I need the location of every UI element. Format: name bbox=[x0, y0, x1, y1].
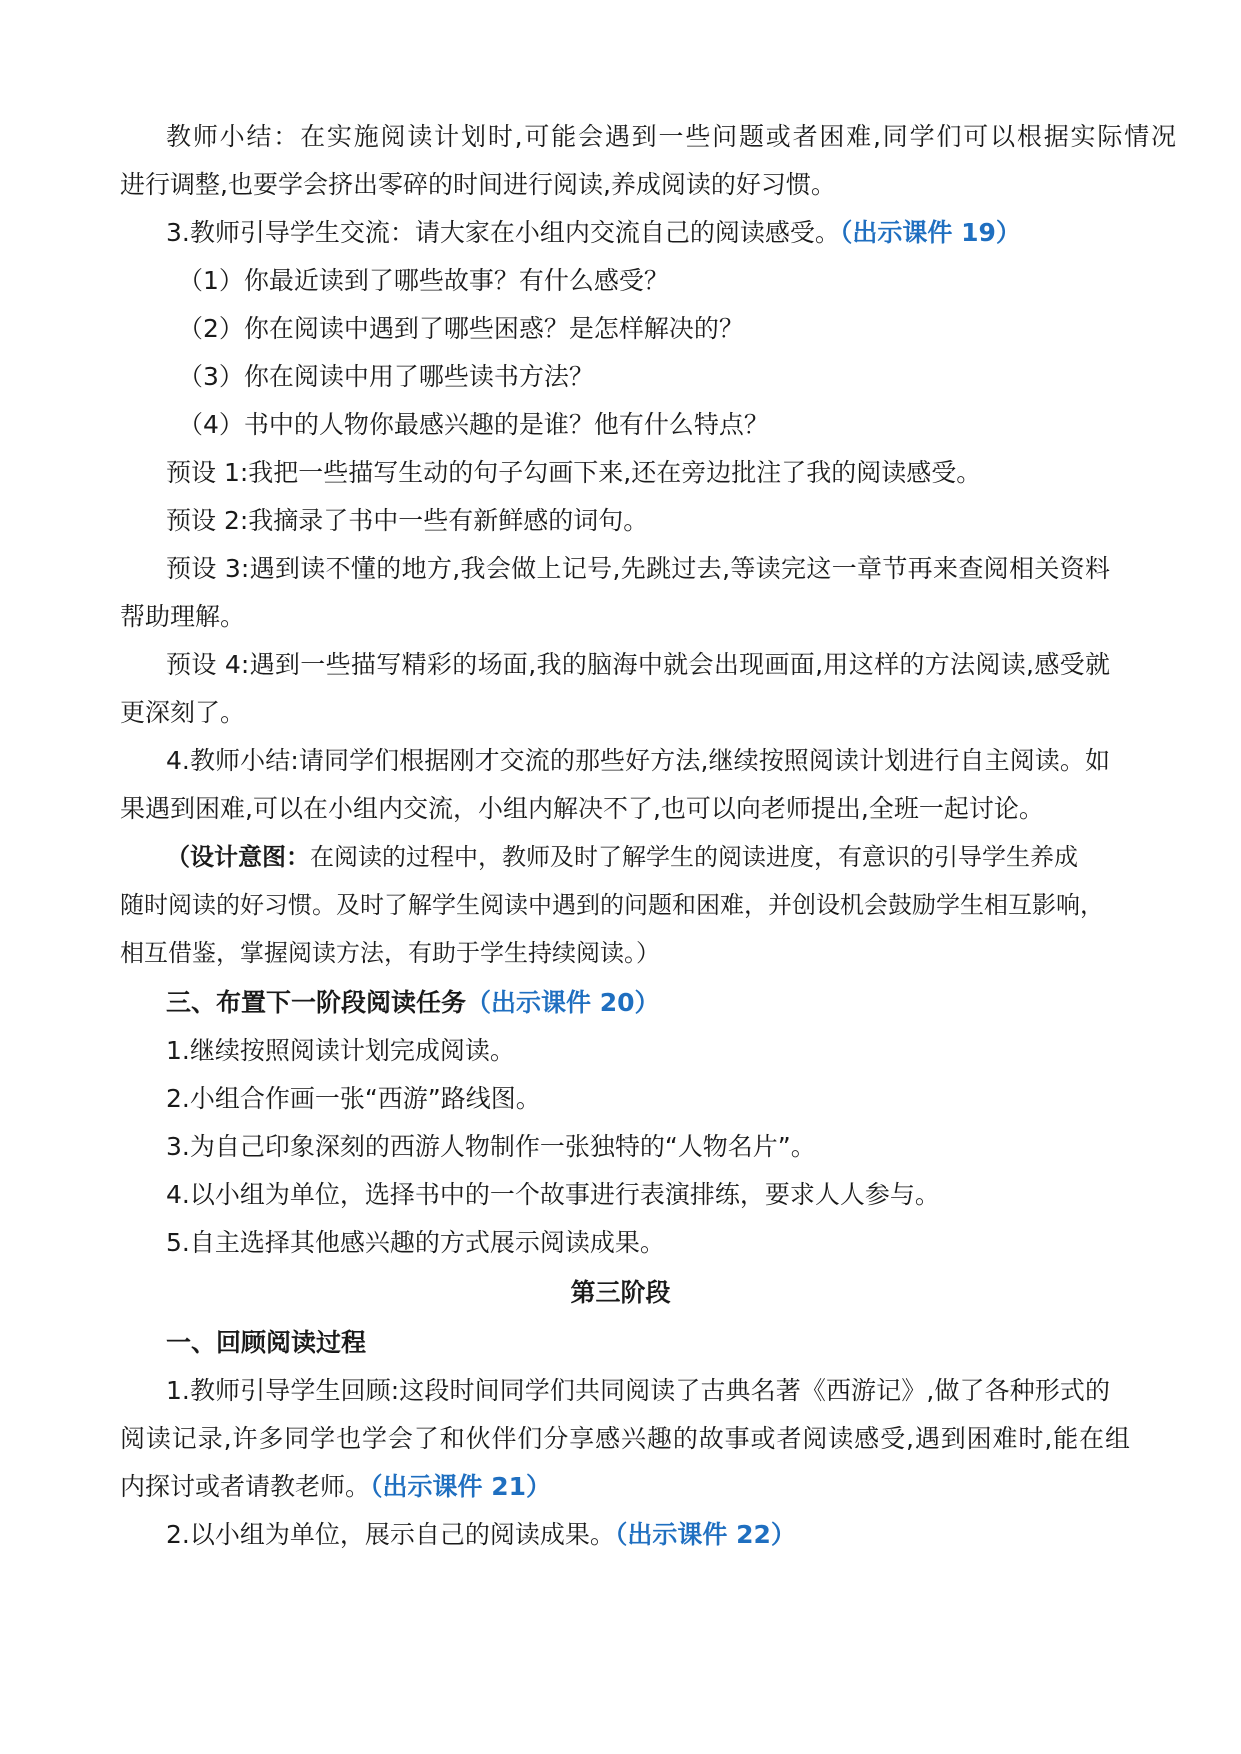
question-3: （3）你在阅读中用了哪些读书方法？ bbox=[178, 362, 594, 391]
summary-line-1: 教师小结：在实施阅读计划时,可能会遇到一些问题或者困难,同学们可以根据实际情况 bbox=[166, 122, 1176, 151]
task-1: 1.继续按照阅读计划完成阅读。 bbox=[166, 1036, 515, 1065]
step4-line-1: 4.教师小结:请同学们根据刚才交流的那些好方法,继续按照阅读计划进行自主阅读。如 bbox=[166, 746, 1110, 775]
question-2: （2）你在阅读中遇到了哪些困惑？是怎样解决的？ bbox=[178, 314, 744, 343]
preset-3-line-1: 预设 3:遇到读不懂的地方,我会做上记号,先跳过去,等读完这一章节再来查阅相关资料 bbox=[166, 554, 1110, 583]
design-intent-line-3: 相互借鉴，掌握阅读方法，有助于学生持续阅读。） bbox=[120, 939, 660, 967]
review-line-2: 阅读记录,许多同学也学会了和伙伴们分享感兴趣的故事或者阅读感受,遇到困难时,能在组 bbox=[120, 1424, 1131, 1453]
step4-line-2: 果遇到困难,可以在小组内交流，小组内解决不了,也可以向老师提出,全班一起讨论。 bbox=[120, 794, 1044, 823]
showcase-text: 2.以小组为单位，展示自己的阅读成果。 bbox=[166, 1520, 615, 1549]
showcase-paragraph bbox=[166, 1518, 1176, 1552]
preset-4-line-1: 预设 4:遇到一些描写精彩的场面,我的脑海中就会出现画面,用这样的方法阅读,感受就 bbox=[166, 650, 1110, 679]
preset-2: 预设 2:我摘录了书中一些有新鲜感的词句。 bbox=[166, 506, 649, 535]
task-5: 5.自主选择其他感兴趣的方式展示阅读成果。 bbox=[166, 1228, 665, 1257]
stage-3-title: 第三阶段 bbox=[570, 1278, 671, 1307]
question-4: （4）书中的人物你最感兴趣的是谁？他有什么特点？ bbox=[178, 410, 769, 439]
task-3: 3.为自己印象深刻的西游人物制作一张独特的“人物名片”。 bbox=[166, 1132, 816, 1161]
question-1: （1）你最近读到了哪些故事？有什么感受？ bbox=[178, 266, 669, 295]
courseware-ref-21: （出示课件 21） bbox=[370, 1472, 552, 1501]
summary-line-2: 进行调整,也要学会挤出零碎的时间进行阅读,养成阅读的好习惯。 bbox=[120, 170, 836, 199]
courseware-ref-20: （出示课件 20） bbox=[466, 988, 660, 1017]
heading-3-text: 三、布置下一阶段阅读任务 bbox=[166, 988, 467, 1017]
design-intent-line-2: 随时阅读的好习惯。及时了解学生阅读中遇到的问题和困难，并创设机会鼓励学生相互影响， bbox=[120, 891, 1104, 919]
section-heading-1: 一、回顾阅读过程 bbox=[166, 1328, 367, 1357]
step3-text: 3.教师引导学生交流：请大家在小组内交流自己的阅读感受。 bbox=[166, 218, 840, 247]
review-line-3 bbox=[120, 1470, 1130, 1504]
preset-4-line-2: 更深刻了。 bbox=[120, 698, 246, 727]
design-intent-label: （设计意图： bbox=[166, 842, 310, 871]
design-intent-line-1 bbox=[166, 840, 1176, 874]
courseware-ref-22: （出示课件 22） bbox=[614, 1520, 796, 1549]
design-intent-text-1: 在阅读的过程中，教师及时了解学生的阅读进度，有意识的引导学生养成 bbox=[310, 843, 1078, 871]
step3-paragraph bbox=[166, 216, 1176, 250]
task-2: 2.小组合作画一张“西游”路线图。 bbox=[166, 1084, 541, 1113]
courseware-ref-19: （出示课件 19） bbox=[839, 218, 1021, 247]
review-line-3-text: 内探讨或者请教老师。 bbox=[120, 1472, 371, 1501]
review-line-1: 1.教师引导学生回顾:这段时间同学们共同阅读了古典名著《西游记》,做了各种形式的 bbox=[166, 1376, 1110, 1405]
task-4: 4.以小组为单位，选择书中的一个故事进行表演排练，要求人人参与。 bbox=[166, 1180, 940, 1209]
preset-1: 预设 1:我把一些描写生动的句子勾画下来,还在旁边批注了我的阅读感受。 bbox=[166, 458, 982, 487]
section-heading-3 bbox=[166, 986, 1176, 1020]
preset-3-line-2: 帮助理解。 bbox=[120, 602, 246, 631]
